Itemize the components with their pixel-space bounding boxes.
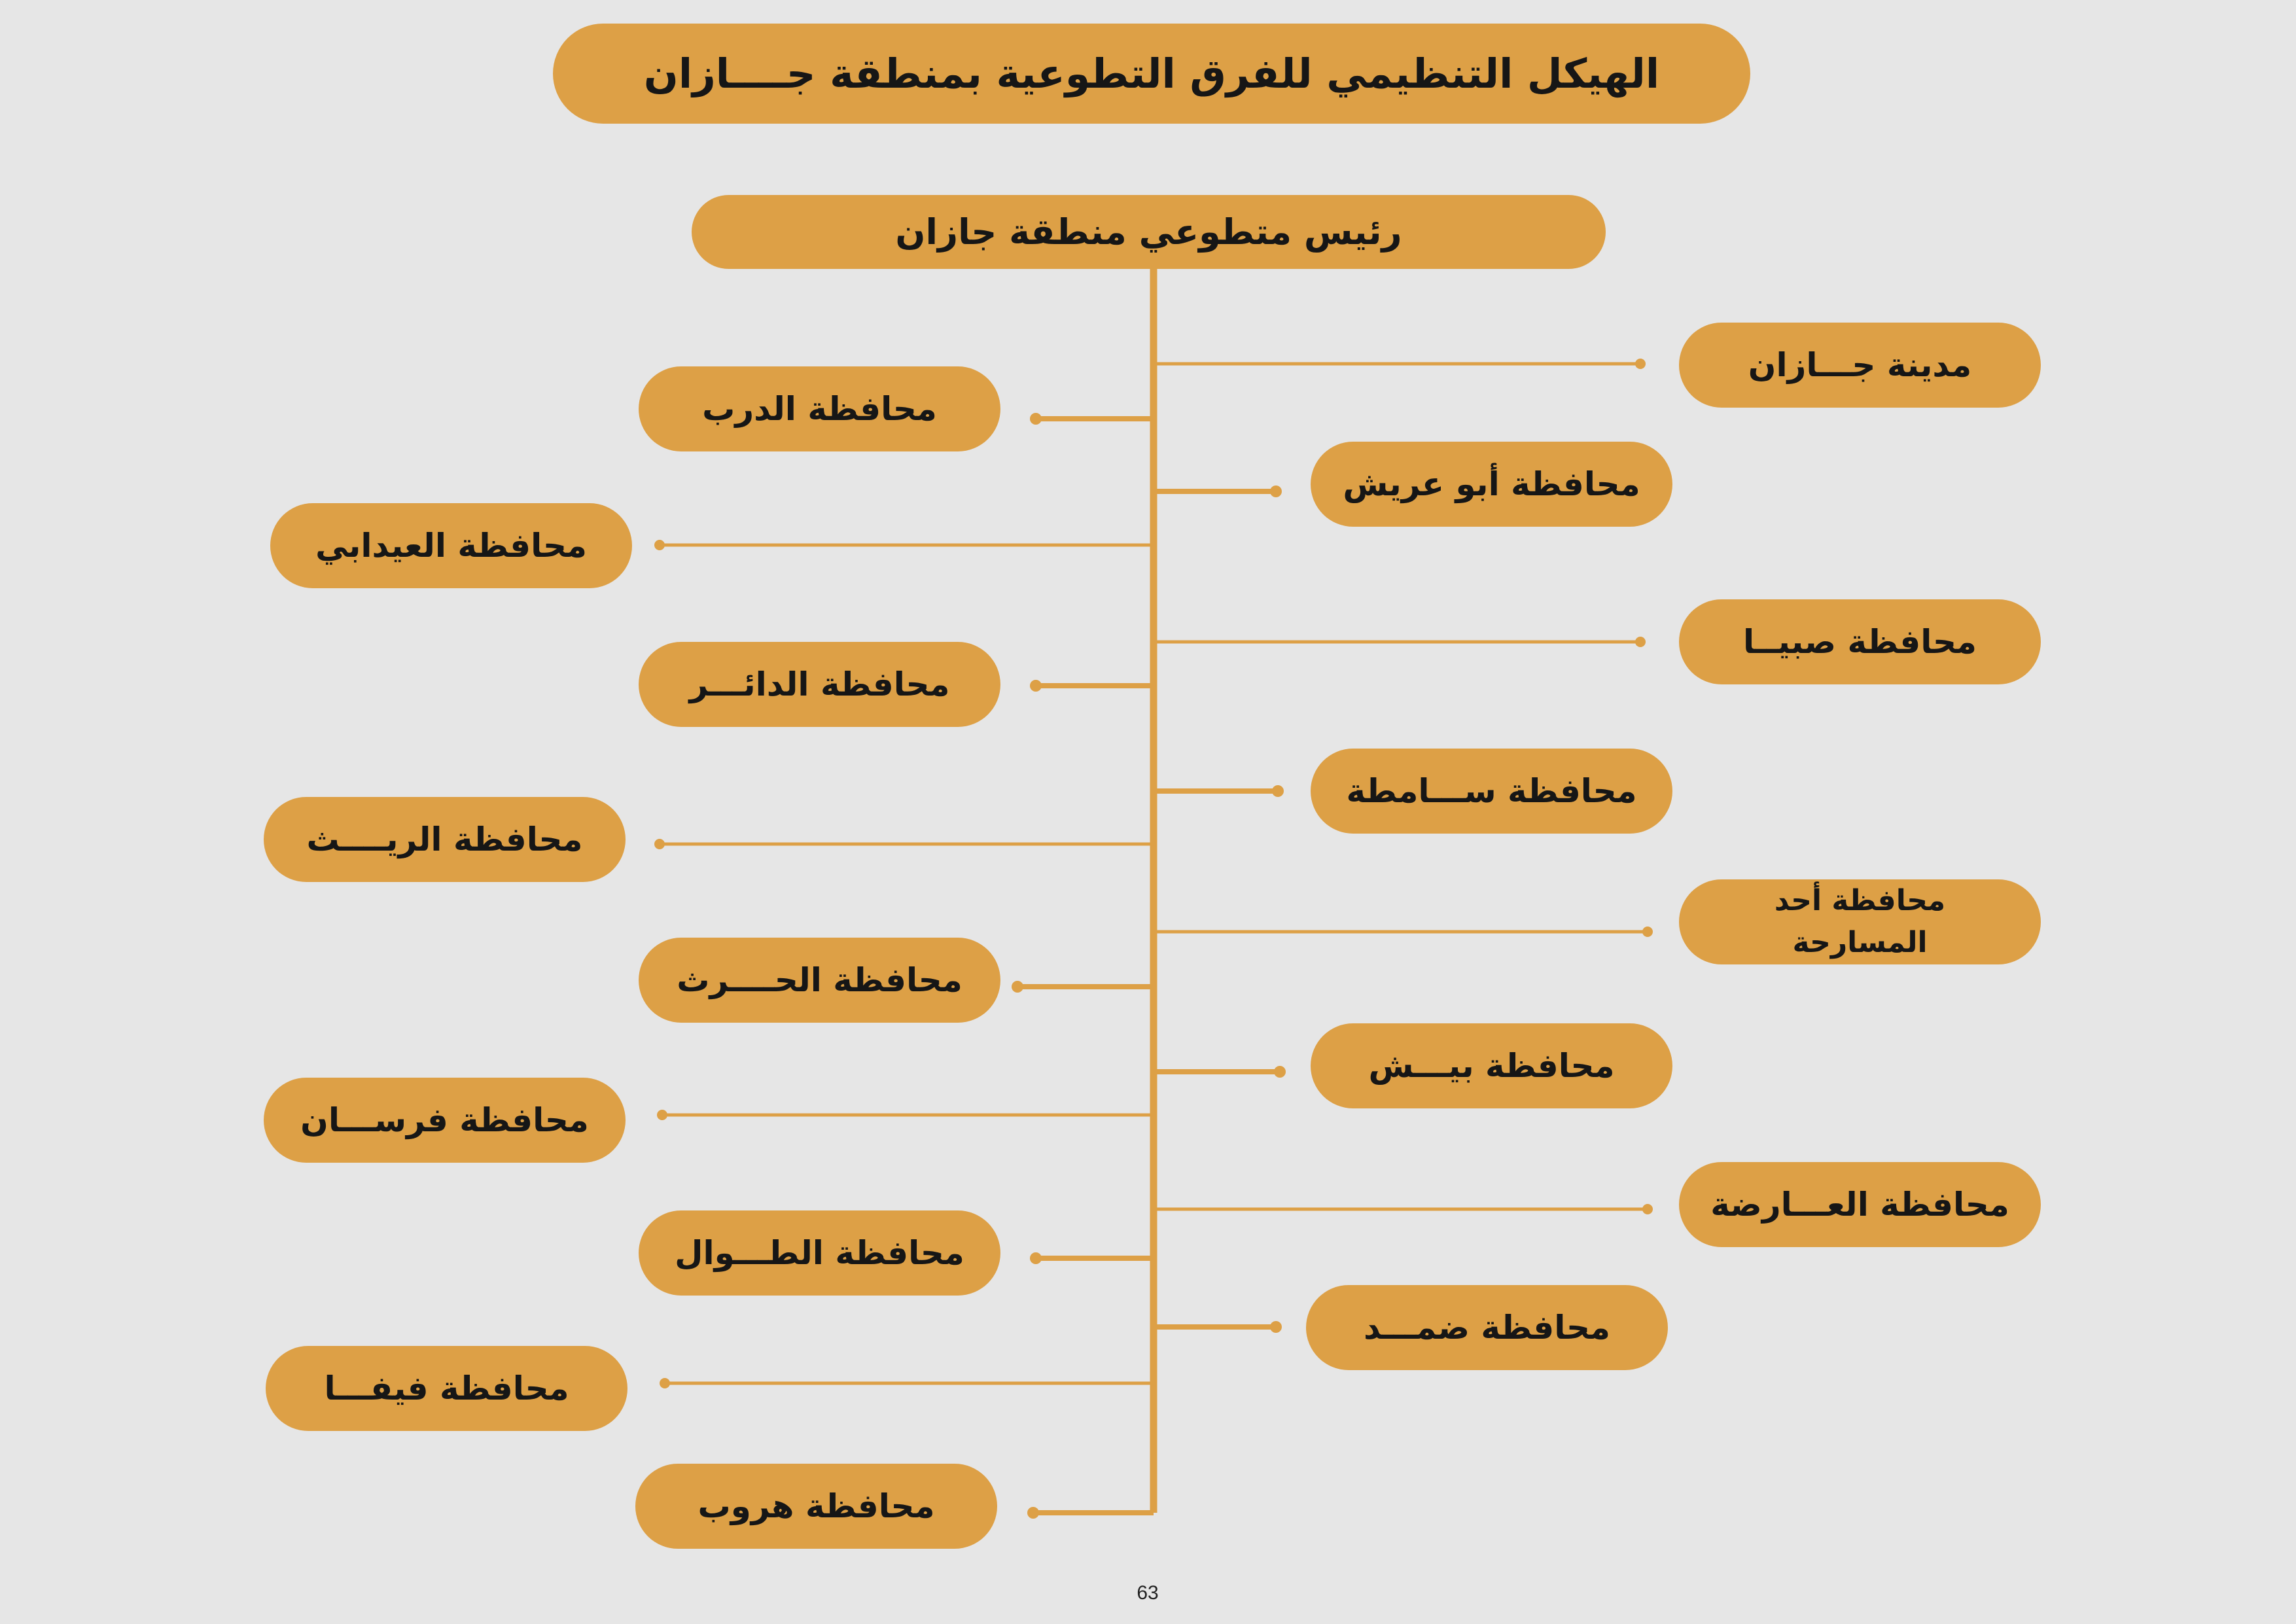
- branch-dot: [1270, 1321, 1282, 1333]
- node-label: محافظة الدائـــر: [689, 665, 950, 703]
- node-jazan-city: [1679, 323, 2041, 408]
- node-abu-arish: [1311, 442, 1672, 527]
- chart-title-text: الهيكل التنظيمي للفرق التطوعية بمنطقة جــــازان: [643, 50, 1660, 97]
- node-alharth: [639, 938, 1000, 1023]
- node-haroob: [635, 1464, 997, 1549]
- node-label: محافظة فيفـــا: [324, 1369, 569, 1407]
- node-label: محافظة العيدابي: [315, 527, 587, 565]
- node-label: محافظة صبيــا: [1742, 623, 1977, 661]
- node-damad: [1306, 1285, 1668, 1370]
- chart-title: [553, 24, 1750, 124]
- branch-dot: [660, 1378, 670, 1388]
- branch-dot: [1642, 1204, 1653, 1214]
- node-label: محافظة العـــارضة: [1710, 1186, 2009, 1224]
- node-label: محافظة ســـامطة: [1346, 772, 1637, 810]
- head-node-text: رئيس متطوعي منطقة جازان: [895, 211, 1402, 253]
- branch-dot: [1012, 981, 1023, 993]
- node-aldair: [639, 642, 1000, 727]
- node-sabya: [1679, 599, 2041, 684]
- node-aldarb: [639, 366, 1000, 451]
- node-label: مدينة جـــازان: [1748, 346, 1972, 384]
- node-alardah: [1679, 1162, 2041, 1247]
- branch-dot: [1270, 485, 1282, 497]
- node-ahad-almasarihah: [1679, 879, 2041, 964]
- branch-dot: [1635, 637, 1646, 647]
- node-aledabi: [270, 503, 632, 588]
- node-baish: [1311, 1023, 1672, 1108]
- node-samtah: [1311, 749, 1672, 834]
- branch-dot: [1642, 927, 1653, 937]
- head-node: [692, 195, 1606, 269]
- branch-dot: [1030, 680, 1042, 692]
- branch-dot: [1030, 1252, 1042, 1264]
- branch-dot: [1635, 359, 1646, 369]
- node-label: محافظة ضمـــد: [1364, 1309, 1610, 1347]
- branch-dot: [657, 1110, 667, 1120]
- node-label: محافظة الدرب: [702, 390, 937, 428]
- node-label: محافظة هروب: [698, 1487, 935, 1525]
- branch-dot: [1030, 413, 1042, 425]
- node-label: محافظة أحد المسارحة: [1774, 884, 1946, 959]
- branch-dot: [654, 540, 665, 550]
- node-label: محافظة الريــــث: [306, 821, 583, 858]
- node-alrayth: [264, 797, 626, 882]
- node-farasan: [264, 1078, 626, 1163]
- branch-dot: [654, 839, 665, 849]
- node-label: محافظة فرســـان: [300, 1101, 589, 1139]
- node-altuwal: [639, 1210, 1000, 1296]
- node-label: محافظة الحــــرث: [677, 961, 963, 999]
- node-fifa: [266, 1346, 627, 1431]
- branch-dot: [1272, 785, 1284, 797]
- node-label: محافظة بيـــش: [1368, 1047, 1615, 1085]
- page-number: 63: [1137, 1582, 1159, 1604]
- branch-dot: [1027, 1507, 1039, 1519]
- branch-dot: [1274, 1066, 1286, 1078]
- node-label: محافظة الطـــوال: [675, 1234, 964, 1272]
- node-label: محافظة أبو عريش: [1343, 465, 1640, 503]
